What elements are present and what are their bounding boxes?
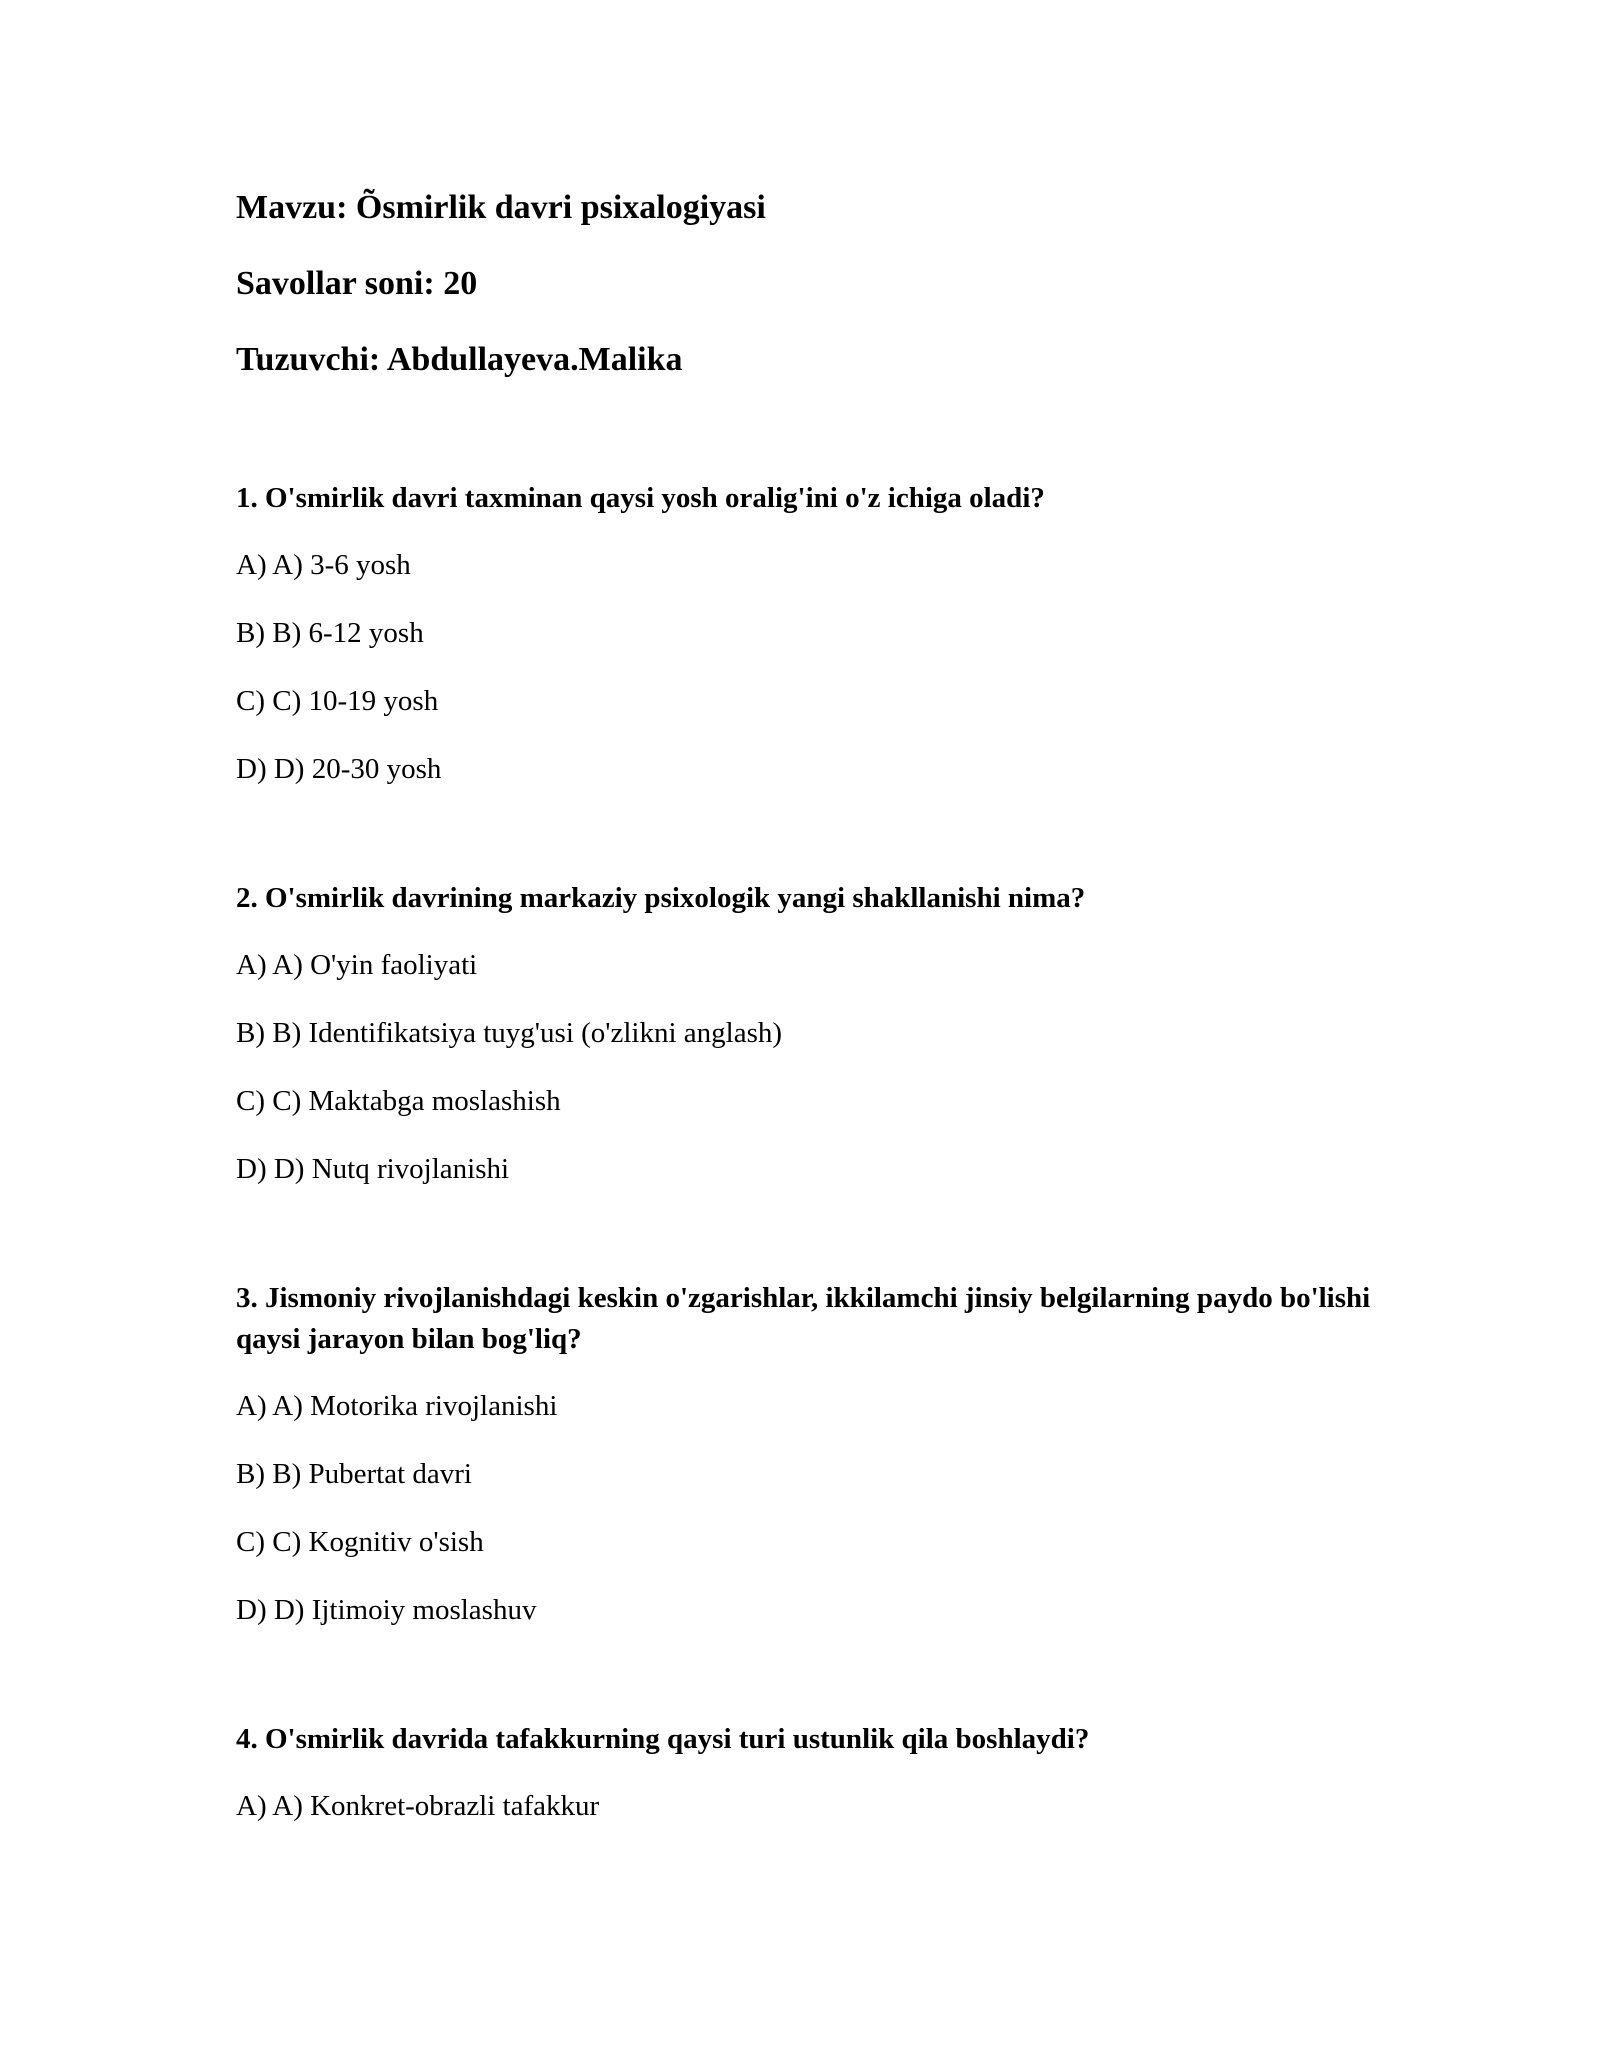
option-d: D) D) Nutq rivojlanishi (236, 1153, 510, 1185)
option-b: B) B) Pubertat davri (236, 1458, 472, 1490)
question-4 (236, 1719, 1386, 1827)
option-a: A) A) Konkret-obrazli tafakkur (236, 1790, 600, 1822)
question-text: 1. O'smirlik davri taxminan qaysi yosh oralig'ini o'z ichiga oladi? (236, 482, 1045, 514)
author-line: Tuzuvchi: Abdullayeva.Malika (236, 341, 683, 378)
option-c: C) C) 10-19 yosh (236, 685, 439, 717)
option-a: A) A) Motorika rivojlanishi (236, 1390, 558, 1422)
question-text: 3. Jismoniy rivojlanishdagi keskin o'zgarishlar, ikkilamchi jinsiy belgilarning paydo bo'lishi qaysi jarayon bilan bog'liq? (236, 1282, 1371, 1355)
topic-heading: Mavzu: Õsmirlik davri psixalogiyasi (236, 189, 766, 226)
option-b: B) B) 6-12 yosh (236, 617, 424, 649)
option-b: B) B) Identifikatsiya tuyg'usi (o'zlikni anglash) (236, 1017, 783, 1049)
question-count: Savollar soni: 20 (236, 265, 478, 302)
question-2 (236, 878, 1386, 1190)
document-content (236, 186, 1386, 1915)
option-d: D) D) 20-30 yosh (236, 753, 442, 785)
option-c: C) C) Maktabga moslashish (236, 1085, 561, 1117)
option-a: A) A) O'yin faoliyati (236, 949, 478, 981)
question-text: 2. O'smirlik davrining markaziy psixologik yangi shakllanishi nima? (236, 882, 1086, 914)
question-3 (236, 1278, 1386, 1631)
question-1 (236, 478, 1386, 790)
option-d: D) D) Ijtimoiy moslashuv (236, 1594, 537, 1626)
question-text: 4. O'smirlik davrida tafakkurning qaysi turi ustunlik qila boshlaydi? (236, 1723, 1090, 1755)
option-c: C) C) Kognitiv o'sish (236, 1526, 484, 1558)
option-a: A) A) 3-6 yosh (236, 549, 411, 581)
